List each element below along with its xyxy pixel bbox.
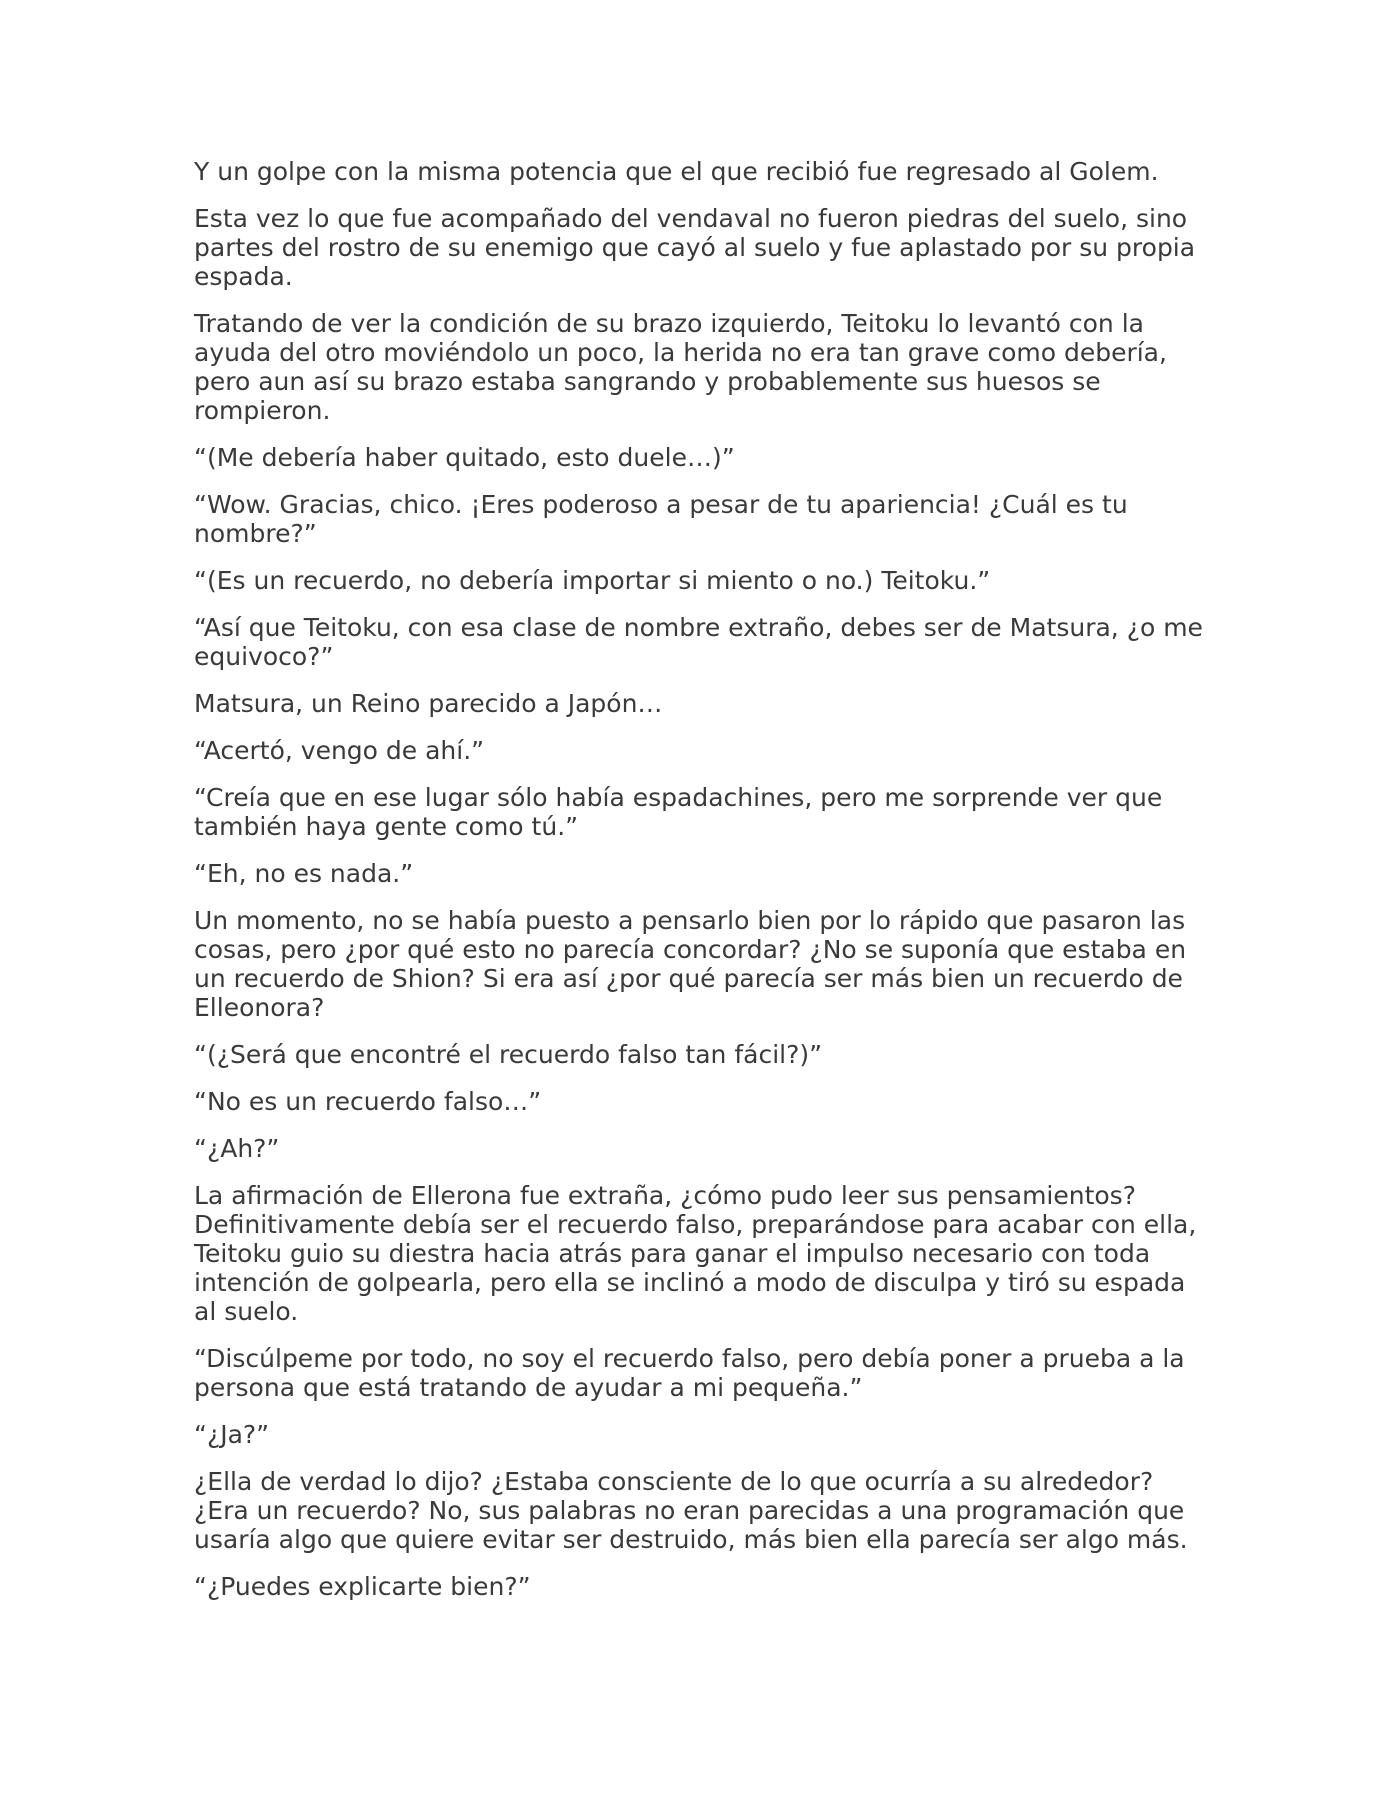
paragraph: ¿Ella de verdad lo dijo? ¿Estaba consciente de lo que ocurría a su alrededor? ¿Era un recuerdo? No, sus palabras no eran parecidas a una programación que usaría algo que quiere evitar ser destruido, más bien ella parecía ser algo más. [194, 1467, 1188, 1554]
paragraph: “¿Ja?” [194, 1420, 270, 1449]
paragraph: “Wow. Gracias, chico. ¡Eres poderoso a pesar de tu apariencia! ¿Cuál es tu nombre?” [194, 490, 1128, 548]
paragraph: “(¿Será que encontré el recuerdo falso tan fácil?)” [194, 1040, 823, 1069]
paragraph: La afirmación de Ellerona fue extraña, ¿cómo pudo leer sus pensamientos? Definitivamente debía ser el recuerdo falso, preparándose para acabar con ella, Teitoku guio su diestra hacia atrás para ganar el impulso necesario con toda intención de golpearla, pero ella se inclinó a modo de disculpa y tiró su espada al suelo. [194, 1181, 1197, 1326]
paragraph: “Acertó, vengo de ahí.” [194, 736, 485, 765]
paragraph: Esta vez lo que fue acompañado del vendaval no fueron piedras del suelo, sino partes del rostro de su enemigo que cayó al suelo y fue aplastado por su propia espada. [194, 204, 1196, 291]
paragraph: Matsura, un Reino parecido a Japón… [194, 689, 663, 718]
document-body [194, 157, 1214, 1619]
paragraph: “¿Ah?” [194, 1134, 280, 1163]
paragraph: “No es un recuerdo falso…” [194, 1087, 542, 1116]
paragraph: Y un golpe con la misma potencia que el que recibió fue regresado al Golem. [194, 157, 1159, 186]
paragraph: “(Me debería haber quitado, esto duele…)” [194, 443, 735, 472]
paragraph: “Eh, no es nada.” [194, 859, 414, 888]
paragraph: Tratando de ver la condición de su brazo izquierdo, Teitoku lo levantó con la ayuda del otro moviéndolo un poco, la herida no era tan grave como debería, pero aun así su brazo estaba sangrando y probablemente sus huesos se rompieron. [194, 309, 1167, 425]
paragraph: “Discúlpeme por todo, no soy el recuerdo falso, pero debía poner a prueba a la persona que está tratando de ayudar a mi pequeña.” [194, 1344, 1185, 1402]
paragraph: “Así que Teitoku, con esa clase de nombre extraño, debes ser de Matsura, ¿o me equivoco?” [194, 613, 1203, 671]
paragraph: “¿Puedes explicarte bien?” [194, 1572, 531, 1601]
paragraph: “Creía que en ese lugar sólo había espadachines, pero me sorprende ver que también haya gente como tú.” [194, 783, 1163, 841]
paragraph: Un momento, no se había puesto a pensarlo bien por lo rápido que pasaron las cosas, pero ¿por qué esto no parecía concordar? ¿No se suponía que estaba en un recuerdo de Shion? Si era así ¿por qué parecía ser más bien un recuerdo de Elleonora? [194, 906, 1187, 1022]
paragraph: “(Es un recuerdo, no debería importar si miento o no.) Teitoku.” [194, 566, 991, 595]
